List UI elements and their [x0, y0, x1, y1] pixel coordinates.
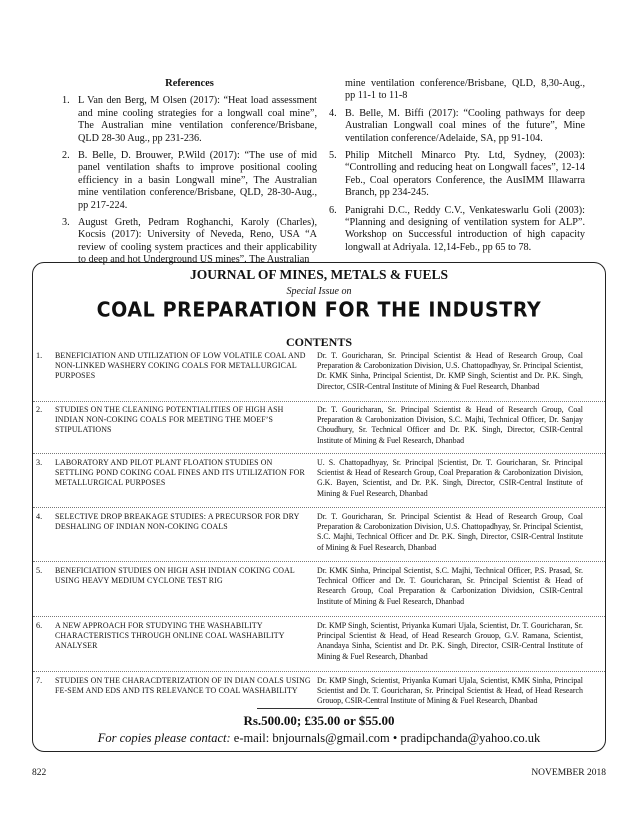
contents-row-authors: Dr. T. Gouricharan, Sr. Principal Scientist & Head of Research Group, Coal Preparation & Carobonization Division, U.S. Chattopadhyay, Sr. Principal Scientist, Dr. KMK Sinha, Principal Scientist, Dr. KMP Singh, Scientist and Dr. P.K. Singh, Director, CSIR-Central Institute of Mining & Fuel Research, Dhanbad: [317, 351, 583, 391]
row-separator: [33, 561, 605, 562]
references-left-column: [62, 78, 317, 272]
contents-row-authors: Dr. T. Gouricharan, Sr. Principal Scientist & Head of Research Group, Coal Preparation & Carobonization Division, S.C. Majhi, Technical Officer, Dr. Sanjay Choudhury, Sr. Technical Officer and Dr. P.K. Singh, Director, CSIR-Central Institute of Mining & Fuel Research, Dhanbad: [317, 405, 583, 445]
contents-row-number: 7.: [36, 676, 43, 685]
contents-row-number: 3.: [36, 458, 43, 467]
reference-text: Panigrahi D.C., Reddy C.V., Venkateswarlu Goli (2003): “Planning and designing of ventilation system for ALP”. Workshop on Successful introduction of high capacity longwall at Adriyala. 12,14-Feb., pp 65 to 78.: [345, 204, 585, 253]
journal-contents-box: [32, 262, 606, 752]
contact-emails: e-mail: bnjournals@gmail.com • pradipchanda@yahoo.co.uk: [230, 731, 541, 745]
reference-number: 5.: [329, 150, 337, 162]
contents-row-title: BENEFICIATION STUDIES ON HIGH ASH INDIAN COKING COAL USING HEAVY MEDIUM CYCLONE TEST RIG: [55, 566, 295, 586]
reference-number: 2.: [62, 150, 70, 162]
reference-item: [329, 150, 585, 200]
row-separator: [33, 616, 605, 617]
references-right-column: [329, 78, 585, 259]
price-text: Rs.500.00; £35.00 or $55.00: [243, 713, 395, 728]
reference-text: August Greth, Pedram Roghanchi, Karoly (Charles), Kocsis (2017): University of Neveda, Reno, USA “A review of cooling system practices and their applicability to deep and hot Underground US mines”. The Australian: [78, 217, 317, 266]
contents-row-number: 2.: [36, 405, 43, 414]
contact-line: [33, 731, 605, 746]
reference-number: 4.: [329, 107, 337, 119]
reference-item: [62, 217, 317, 267]
contact-label: For copies please contact:: [97, 731, 231, 745]
reference-number: 6.: [329, 204, 337, 216]
contents-row-title: STUDIES ON THE CLEANING POTENTIALITIES OF HIGH ASH INDIAN NON-COKING COALS FOR MEETING THE MOEF’S STIPULATIONS: [55, 405, 284, 435]
reference-number: 3.: [62, 217, 70, 229]
reference-text: L Van den Berg, M Olsen (2017): “Heat load assessment and mine cooling strategies for a longwall coal mine”, The Australian mine ventilation conference/Brisbane, QLD 28-30 Aug., pp 231-236.: [78, 95, 317, 144]
page-number: 822: [32, 768, 47, 778]
contents-row-title: BENEFICIATION AND UTILIZATION OF LOW VOLATILE COAL AND NON-LINKED WASHERY COKING COALS FOR METALLURGICAL PURPOSES: [55, 351, 306, 381]
contents-row-authors: Dr. KMP Singh, Scientist, Priyanka Kumari Ujala, Scientist, Dr. T. Gouricharan, Sr. Principal Scientist & Head, of Head Research Grouop, G.V. Ramana, Scientist, Anandaya Sinha, Scientist and Dr. P.K. Singh, Director, CSIR-Central Institute of Mining & Fuel Research, Dhanbad: [317, 621, 583, 661]
row-separator: [33, 671, 605, 672]
contents-row-authors: Dr. T. Gouricharan, Sr. Principal Scientist & Head of Research Group, Coal Preparation & Carobonization Division, U.S. Chattopadhyay, Sr. Principal Scientist, S.C. Majhi, Technical Officer and Dr. P.K. Singh, Director, CSIR-Central Institute of Mining & Fuel Research, Dhanbad: [317, 512, 583, 552]
contents-row-title: LABORATORY AND PILOT PLANT FLOATION STUDIES ON SETTLING POND COKING COAL FINES AND ITS UTILIZATION FOR METALLURGICAL PURPOSES: [55, 458, 305, 488]
reference-item: [329, 205, 585, 255]
contents-row-number: 6.: [36, 621, 43, 630]
reference-item: [329, 108, 585, 145]
price-divider: [257, 708, 379, 709]
reference-text: B. Belle, D. Brouwer, P.Wild (2017): “The use of mid panel ventilation shafts to improve positional cooling efficiency in a basin Longwall mine”, The Australian mine ventilation conference/Brisbane, QLD, 28-30-Aug., pp 217-224.: [78, 150, 317, 211]
issue-date: NOVEMBER 2018: [531, 768, 606, 778]
row-separator: [33, 507, 605, 508]
contents-row-authors: U. S. Chattopadhyay, Sr. Principal |Scientist, Dr. T. Gouricharan, Sr. Principal Scientist & Head of Research Group, Coal Preparation & Carobonization Division, G.K. Bayen, Scientist, and Dr. P.K. Singh, Director, CSIR-Central Institute of Mining & Fuel Research, Dhanbad: [317, 458, 583, 498]
reference-text: Philip Mitchell Minarco Pty. Ltd, Sydney, (2003): “Controlling and reducing heat on Longwall faces”, 12-14 Feb., Coal operators Conference, the AusIMM Illawarra Branch, pp 234-245.: [345, 150, 585, 199]
issue-title: COAL PREPARATION FOR THE INDUSTRY: [96, 298, 542, 322]
contents-row-number: 5.: [36, 566, 43, 575]
contents-row-number: 4.: [36, 512, 43, 521]
reference-number: 1.: [62, 95, 70, 107]
references-section: [62, 78, 585, 266]
contents-row-title: SELECTIVE DROP BREAKAGE STUDIES: A PRECURSOR FOR DRY DESHALING OF INDIAN NON-COKING COALS: [55, 512, 300, 532]
reference-text: B. Belle, M. Biffi (2017): “Cooling pathways for deep Australian Longwall coal mines of the future”, Mine ventilation conference/Adelaide, SA, pp 91-104.: [345, 107, 585, 144]
special-issue-label: Special Issue on: [286, 286, 352, 297]
reference-item: [62, 95, 317, 145]
row-separator: [33, 453, 605, 454]
references-heading: References: [165, 78, 214, 89]
journal-name: JOURNAL OF MINES, METALS & FUELS: [189, 267, 449, 282]
contents-row-title: STUDIES ON THE CHARACDTERIZATION OF IN DIAN COALS USING FE-SEM AND EDS AND ITS RELEVANCE TO COAL WASHABILITY: [55, 676, 311, 696]
row-separator: [33, 401, 605, 402]
contents-row-title: A NEW APPROACH FOR STUDYING THE WASHABILITY CHARACTERISTICS THROUGH ONLINE COAL WASHABILITY ANALYSER: [55, 621, 285, 651]
contents-heading: CONTENTS: [285, 335, 353, 349]
contents-row-number: 1.: [36, 351, 43, 360]
contents-row-authors: Dr. KMK Sinha, Principal Scientist, S.C. Majhi, Technical Officer, P.S. Prasad, Sr. Technical Officer and Dr. T. Gouricharan, Sr. Principal Scientist & Head of Research Group, Coal Preparation & Carbonization Dividsion, CSIR-Central Institute of Mining & Fuel Research, Dhanbad: [317, 566, 583, 606]
reference-continuation: mine ventilation conference/Brisbane, QLD, 8,30-Aug., pp 11-1 to 11-8: [345, 78, 585, 102]
contents-row-authors: Dr. KMP Singh, Scientist, Priyanka Kumari Ujala, Scientist, KMK Sinha, Principal Scientist and Dr. T. Gouricharan, Sr. Principal Scientist & Head, of Head Research Grouop, CSIR-Central Institute of Mining & Fuel Research, Dhanbad: [317, 676, 583, 706]
reference-item: [62, 150, 317, 212]
